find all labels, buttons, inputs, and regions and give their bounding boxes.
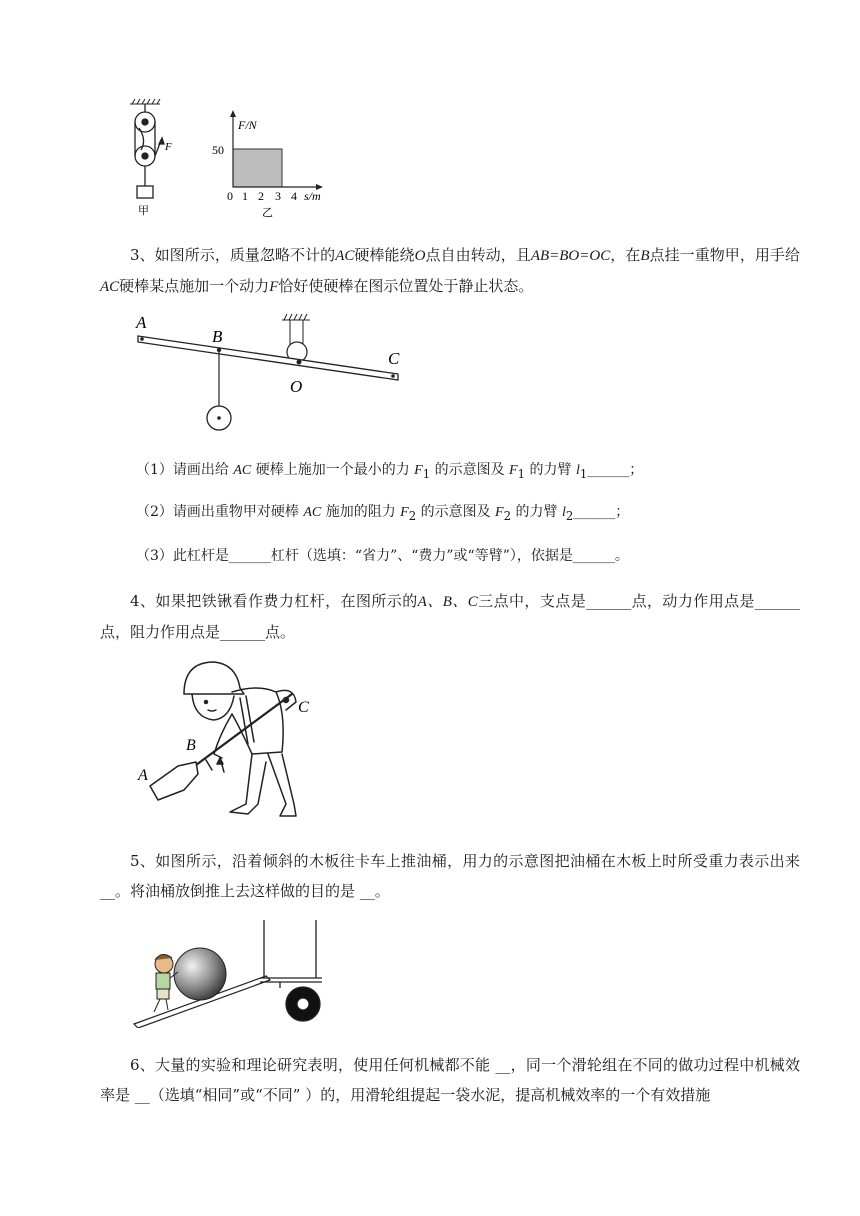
- lever-figure: [130, 308, 420, 440]
- question-3-sub-3: （3）此杠杆是______杠杆（选填：“省力”、“费力”或“等臂”），依据是______。: [136, 548, 629, 564]
- x-axis-label: s/m: [304, 189, 321, 203]
- helmet: [184, 662, 244, 694]
- point-label-c: C: [388, 349, 400, 368]
- lever-rod: [138, 336, 398, 380]
- force-label-f: F: [165, 141, 172, 153]
- y-axis-label: F/N: [238, 118, 257, 132]
- x-tick-3: 3: [275, 189, 281, 203]
- point-label-b: B: [212, 327, 223, 346]
- y-tick-50: 50: [212, 143, 224, 157]
- graph-label: 乙: [262, 207, 273, 219]
- point-label-b: B: [186, 737, 196, 754]
- pulley-label: 甲: [138, 205, 149, 217]
- question-5-text: 5、如图所示，沿着倾斜的木板往卡车上推油桶，用力的示意图把油桶在木板上时所受重力表示出来__。将油桶放倒推上去这样做的目的是 __。: [100, 852, 800, 900]
- x-tick-2: 2: [258, 189, 264, 203]
- pulley-and-graph-figure: [120, 98, 340, 222]
- oil-barrel: [174, 948, 226, 1000]
- worker-legs: [230, 754, 266, 814]
- shovel-handle: [192, 694, 292, 768]
- shovel-blade: [150, 762, 198, 800]
- point-label-c: C: [298, 699, 309, 716]
- question-3-sub-1: （1）请画出给 AC 硬棒上施加一个最小的力 $F_1$ 的示意图及 $F_1$ 的力臂 $l_1\_\_\_\_\_\_$；: [136, 462, 644, 481]
- question-3-text: 3、如图所示，质量忽略不计的AC硬棒能绕O点自由转动，且AB=BO=OC，在B点挂一重物甲，用手给AC硬棒某点施加一个动力F恰好使硬棒在图示位置处于静止状态。: [100, 246, 800, 295]
- x-tick-4: 4: [291, 189, 297, 203]
- x-tick-0: 0: [227, 189, 233, 203]
- shovel-worker-figure: [136, 654, 326, 826]
- x-tick-1: 1: [242, 189, 248, 203]
- point-label-a: A: [138, 767, 148, 784]
- pivot-support: [282, 314, 310, 362]
- question-3-sub-2: （2）请画出重物甲对硬棒 AC 施加的阻力 $F_2$ 的示意图及 $F_2$ 的力臂 $l_2\_\_\_\_\_\_$；: [136, 504, 630, 523]
- question-4-text: 4、如果把铁锹看作费力杠杆，在图所示的A、B、C三点中，支点是______点，动力作用点是______点，阻力作用点是______点。: [100, 592, 800, 641]
- ceiling-hatch: [130, 99, 160, 104]
- force-displacement-graph: [212, 110, 323, 219]
- truck: [260, 920, 322, 1021]
- question-6-text: 6、大量的实验和理论研究表明，使用任何机械都不能 __，同一个滑轮组在不同的做功过程中机械效率是 __（选填“相同”或“不同” ）的，用滑轮组提起一袋水泥，提高机械效率的一个有效措施: [100, 1056, 800, 1104]
- work-area-shading: [233, 149, 282, 187]
- ramp-truck-figure: [130, 916, 340, 1028]
- pulley-system: [135, 104, 164, 198]
- child-pushing: [154, 954, 178, 1012]
- worker-head: [192, 694, 234, 720]
- point-label-o: O: [290, 377, 303, 396]
- point-label-a: A: [136, 313, 147, 332]
